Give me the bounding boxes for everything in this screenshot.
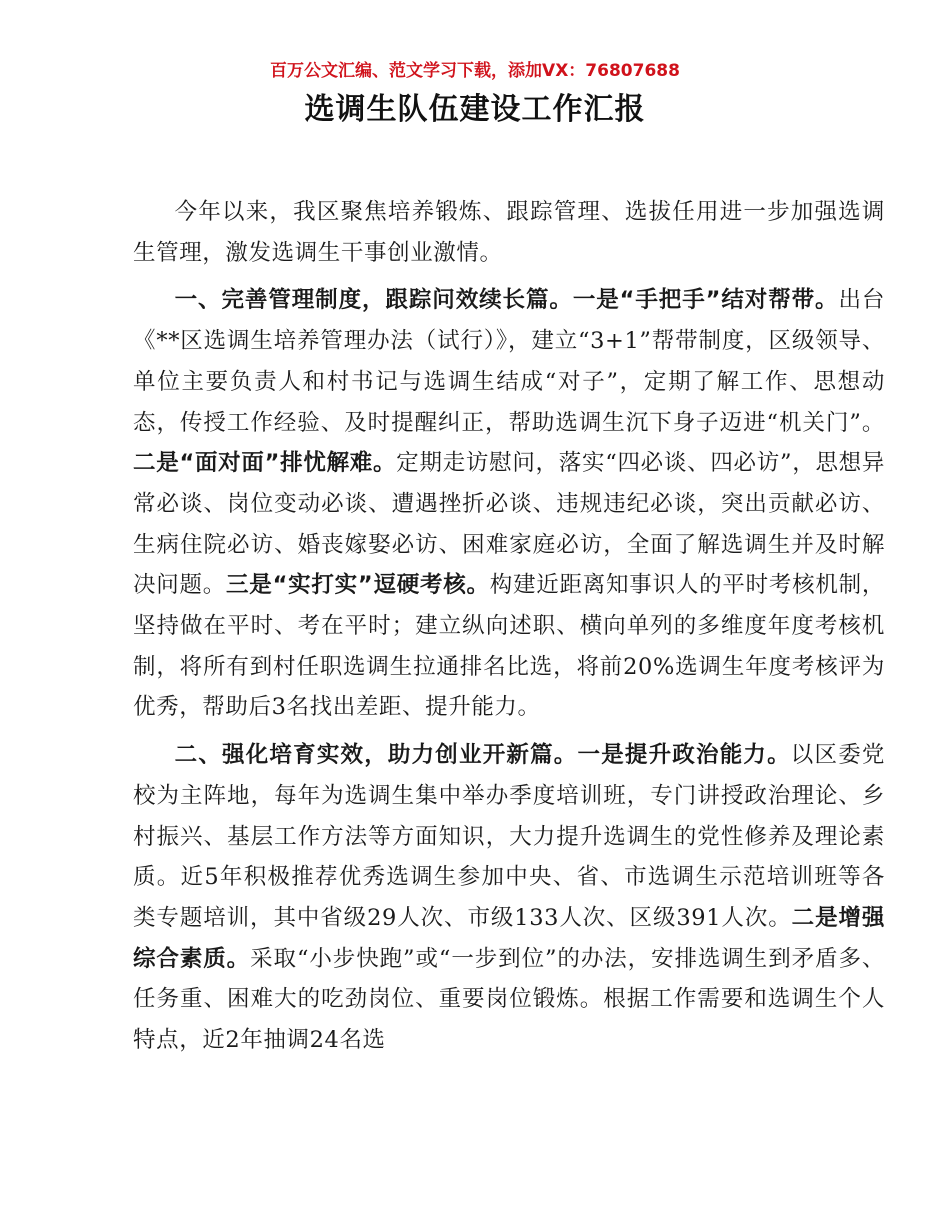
paragraph-text: 今年以来，我区聚焦培养锻炼、跟踪管理、选拔任用进一步加强选调生管理，激发选调生干事创业激情。 [133,199,885,266]
sub-heading: 二是“面对面”排忧解难。 [133,450,397,477]
sub-heading: 二是增强综合素质。 [133,904,885,972]
document-title: 选调生队伍建设工作汇报 [304,92,646,127]
watermark-header: 百万公文汇编、范文学习下载，添加VX：76807688 [270,61,680,81]
paragraph-text: 出台《**区选调生培养管理办法（试行）》，建立“3+1”帮带制度，区级领导、单位主要负责人和村书记与选调生结成“对子”，定期了解工作、思想动态，传授工作经验、及时提醒纠正，帮助选调生沉下身子迈进“机关门”。 [133,287,885,436]
paragraph-text: 以区委党校为主阵地，每年为选调生集中举办季度培训班，专门讲授政治理论、乡村振兴、基层工作方法等方面知识，大力提升选调生的党性修养及理论素质。近5年积极推荐优秀选调生参加中央、省、市选调生示范培训班等各类专题培训，其中省级29人次、市级133人次、区级391人次。 [133,742,885,931]
paragraph-intro [133,192,885,273]
paragraph-section-one [133,280,885,728]
paragraph-text: 采取“小步快跑”或“一步到位”的办法，安排选调生到矛盾多、任务重、困难大的吃劲岗位、重要岗位锻炼。根据工作需要和选调生个人特点，近2年抽调24名选 [133,945,885,1054]
paragraph-text: 定期走访慰问，落实“四必谈、四必访”，思想异常必谈、岗位变动必谈、遭遇挫折必谈、违规违纪必谈，突出贡献必访、生病住院必访、婚丧嫁娶必访、困难家庭必访，全面了解选调生并及时解决问题。 [133,450,885,599]
paragraph-section-two [133,735,885,1061]
sub-heading: 三是“实打实”逗硬考核。 [226,572,490,599]
document-body [133,192,885,1068]
section-heading: 一、完善管理制度，跟踪问效续长篇。一是“手把手”结对帮带。 [174,287,839,314]
paragraph-text: 构建近距离知事识人的平时考核机制，坚持做在平时、考在平时；建立纵向述职、横向单列的多维度年度考核机制，将所有到村任职选调生拉通排名比选，将前20%选调生年度考核评为优秀，帮助后3名找出差距、提升能力。 [133,572,886,721]
section-heading: 二、强化培育实效，助力创业开新篇。一是提升政治能力。 [174,742,791,769]
